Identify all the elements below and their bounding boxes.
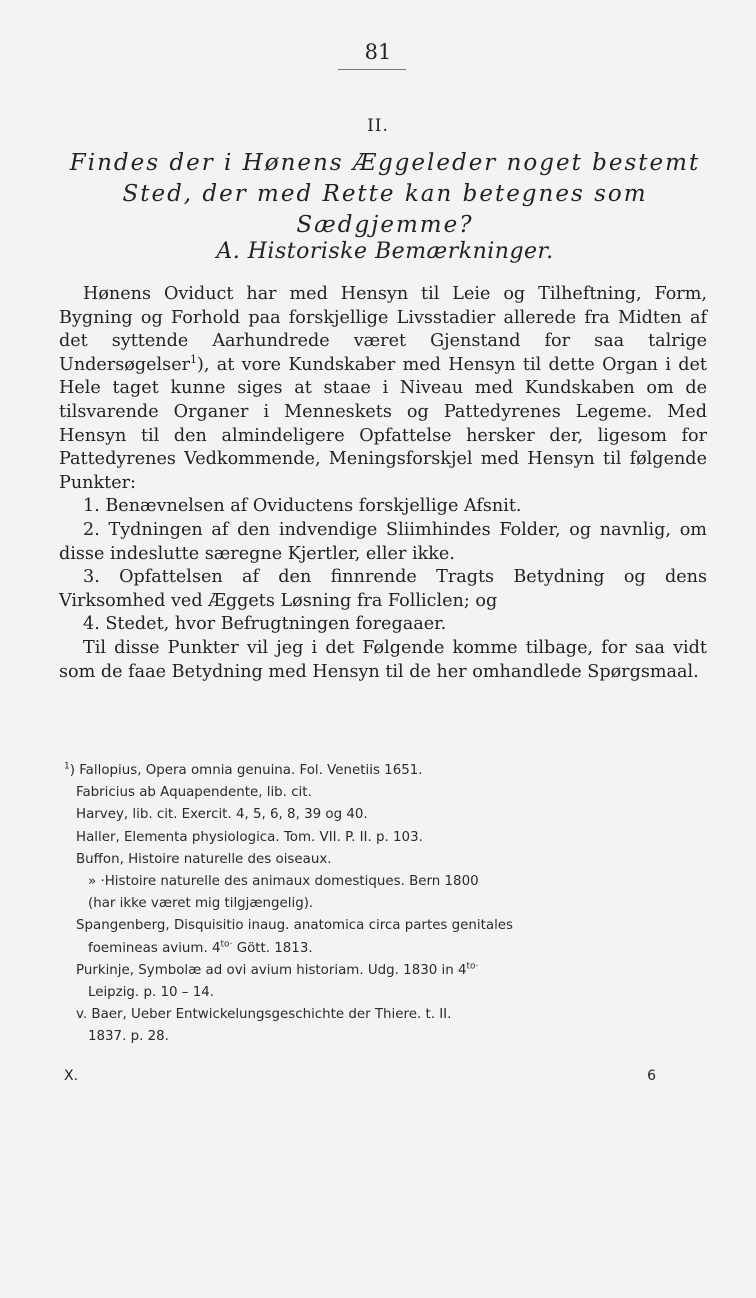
footnote-line: 1837. p. 28. (88, 1029, 169, 1045)
footnote-text: Gött. 1813. (236, 940, 313, 956)
title-line: Sted, der med Rette kan betegnes som (122, 181, 648, 207)
footnote-line: Haller, Elementa physiologica. Tom. VII. P. II. p. 103. (76, 829, 423, 845)
footnote-text: foemineas avium. (88, 940, 208, 956)
footnote-line: Fabricius ab Aquapendente, lib. cit. (76, 785, 312, 801)
title-line: Sædgjemme? (296, 212, 474, 238)
paragraph-intro (59, 283, 707, 495)
footnote-sup: to· (220, 939, 233, 950)
footnote-line (64, 960, 714, 982)
section-number: II. (367, 116, 389, 136)
title-line: Findes der i Hønens Æggeleder noget bestemt (69, 150, 701, 176)
footnote-text: ) Fallopius, Opera omnia genuina. Fol. Venetiis 1651. (69, 763, 423, 778)
footnote-line: Harvey, lib. cit. Exercit. 4, 5, 6, 8, 39 og 40. (76, 807, 368, 823)
footnote-sup: to· (466, 961, 479, 972)
signature-line (64, 1068, 656, 1084)
footnote-line: Spangenberg, Disquisitio inaug. anatomica circa partes genitales (76, 918, 513, 934)
footnote-ref: 1 (190, 352, 198, 366)
footnotes (64, 760, 714, 1049)
page-number: 81 (364, 40, 392, 64)
subsection-title: A. Historiske Bemærkninger. (216, 239, 554, 264)
footnote-line (64, 760, 714, 782)
footnote-line: (har ikke været mig tilgjængelig). (88, 896, 314, 912)
footnote-marker: 1 (64, 761, 70, 772)
point-item: 2. Tydningen af den indvendige Sliimhindes Folder, og navnlig, om disse indeslutte særegne Kjertler, eller ikke. (59, 519, 707, 564)
point-item: 3. Opfattelsen af den finnrende Tragts Betydning og dens Virksomhed ved Æggets Løsning fra Folliclen; og (59, 567, 707, 611)
header-rule (338, 69, 406, 70)
footnote-line: v. Baer, Ueber Entwickelungsgeschichte der Thiere. t. II. (76, 1007, 452, 1023)
footnote-line: Buffon, Histoire naturelle des oiseaux. (76, 851, 332, 867)
signature-right: 6 (647, 1068, 656, 1084)
paragraph-intro-text: Hønens Oviduct har med Hensyn til Leie og Tilheftning, Form, Bygning og Forhold paa forskjellige Livsstadier allerede fra Midten af det syttende Aarhundrede været Gjenstand for saa talrige Undersøgelser (59, 284, 707, 375)
footnote-line: » ·Histoire naturelle des animaux domestiques. Bern 1800 (88, 874, 479, 890)
footnote-text: Purkinje, Symbolæ ad ovi avium historiam. Udg. 1830 in 4 (76, 962, 467, 978)
paragraph-closing: Til disse Punkter vil jeg i det Følgende komme tilbage, for saa vidt som de faae Betydning med Hensyn til de her omhandlede Spørgsmaal. (59, 637, 707, 682)
point-item: 1. Benævnelsen af Oviductens forskjellige Afsnit. (83, 496, 522, 517)
footnote-line: Leipzig. p. 10 – 14. (88, 985, 215, 1001)
body-text (59, 283, 707, 684)
footnote-line (64, 938, 714, 960)
point-item: 4. Stedet, hvor Befrugtningen foregaaer. (83, 614, 447, 635)
footnote-text: 4 (211, 940, 221, 956)
paragraph-intro-text-cont: ), at vore Kundskaber med Hensyn til dette Organ i det Hele taget kunne siges at staae i Niveau med Kundskaben om de tilsvarende Organer i Menneskets og Pattedyrenes Legeme. Med Hensyn til den almindeligere Opfattelse hersker der, ligesom for Pattedyrenes Vedkommende, Meningsforskjel med Hensyn til følgende Punkter: (59, 354, 707, 493)
chapter-title (40, 148, 730, 241)
signature-left: X. (64, 1068, 79, 1084)
